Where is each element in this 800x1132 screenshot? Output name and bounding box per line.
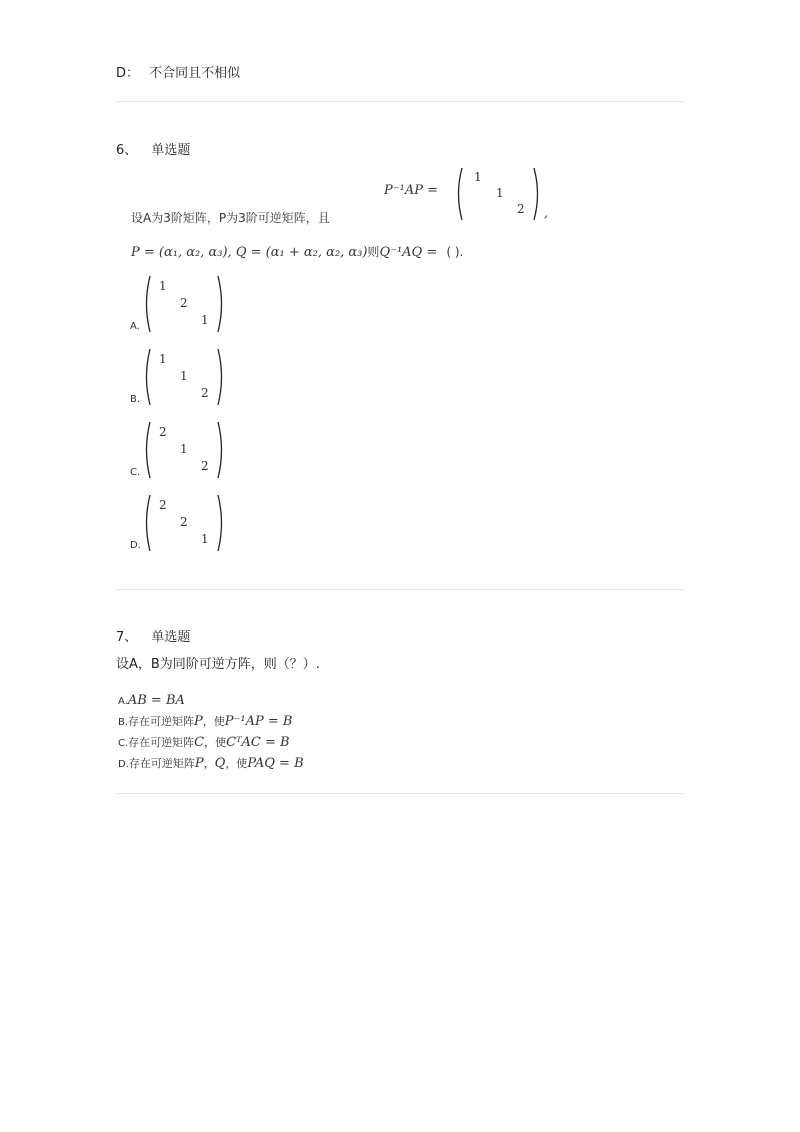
given-formula: P⁻¹AP =	[384, 183, 438, 198]
option-b[interactable]	[118, 711, 304, 732]
option-formula: AB = BA	[127, 693, 185, 708]
divider	[116, 793, 684, 794]
option-c[interactable]	[130, 421, 240, 481]
option-sep-2: ，使	[225, 757, 248, 770]
left-paren	[454, 167, 464, 221]
option-label: C.	[118, 738, 129, 749]
matrix-entry: 2	[159, 498, 167, 512]
option-text: 存在可逆矩阵	[128, 715, 195, 728]
matrix-entry: 1	[201, 313, 209, 327]
divider	[116, 101, 684, 102]
matrix-entry: 2	[517, 202, 525, 216]
option-var: P	[194, 756, 204, 771]
question-number: 6、	[116, 143, 138, 158]
left-paren	[142, 275, 152, 333]
option-label: D.	[130, 540, 141, 551]
matrix-entry: 2	[201, 386, 209, 400]
question-7-header	[116, 626, 190, 645]
matrix-entry: 1	[474, 170, 482, 184]
q7-options	[118, 690, 304, 774]
matrix-entry: 2	[180, 296, 188, 310]
option-var-2: Q	[214, 756, 226, 771]
prev-option-d[interactable]	[116, 62, 240, 81]
option-matrix	[142, 348, 226, 406]
option-formula: P⁻¹AP = B	[224, 714, 293, 729]
option-formula: CᵀAC = B	[226, 735, 290, 750]
option-a[interactable]	[130, 275, 240, 335]
option-label: B.	[130, 394, 141, 405]
given-comma: ,	[544, 206, 549, 221]
option-sep: ，使	[202, 715, 225, 728]
option-matrix	[142, 494, 226, 552]
option-label: D：	[116, 66, 140, 81]
left-paren	[142, 494, 152, 552]
question-number: 7、	[116, 630, 138, 645]
matrix-entry: 2	[180, 515, 188, 529]
answer-blank: ( ).	[446, 245, 464, 259]
question-6-header	[116, 139, 190, 158]
option-label: A.	[130, 321, 140, 332]
option-sep: ，	[203, 757, 215, 770]
option-sep: ，使	[204, 736, 227, 749]
divider	[116, 589, 684, 590]
matrix-entry: 2	[201, 459, 209, 473]
question-type: 单选题	[151, 630, 191, 645]
left-paren	[142, 348, 152, 406]
matrix-entry: 1	[201, 532, 209, 546]
option-text: 存在可逆矩阵	[128, 736, 195, 749]
option-c[interactable]	[118, 732, 304, 753]
pq-formula: P = (α₁, α₂, α₃), Q = (α₁ + α₂, α₂, α₃)	[131, 245, 368, 260]
right-paren	[532, 167, 542, 221]
matrix-entry: 1	[159, 279, 167, 293]
left-paren	[142, 421, 152, 479]
q6-line2	[131, 241, 463, 260]
option-matrix	[142, 421, 226, 479]
right-paren	[216, 275, 226, 333]
option-label: C.	[130, 467, 141, 478]
option-label: D.	[118, 759, 129, 770]
ze-text: 则	[367, 245, 380, 259]
option-var: C	[194, 735, 205, 750]
option-label: A.	[118, 696, 128, 707]
matrix-entry: 1	[180, 442, 188, 456]
target-formula: Q⁻¹AQ =	[379, 245, 438, 260]
option-d[interactable]	[130, 494, 240, 554]
question-type: 单选题	[151, 143, 191, 158]
matrix-entry: 1	[159, 352, 167, 366]
right-paren	[216, 348, 226, 406]
given-text: 设A为3阶矩阵，P为3阶可逆矩阵，且	[131, 211, 330, 225]
option-text: 不合同且不相似	[149, 66, 241, 81]
question-stem: 设A，B为同阶可逆方阵，则（？）.	[116, 657, 320, 672]
right-paren	[216, 494, 226, 552]
option-label: B.	[118, 717, 129, 728]
option-d[interactable]	[118, 753, 304, 774]
option-b[interactable]	[130, 348, 240, 408]
matrix-entry: 2	[159, 425, 167, 439]
option-text: 存在可逆矩阵	[128, 757, 195, 770]
option-matrix	[142, 275, 226, 333]
option-var: P	[194, 714, 203, 729]
matrix-entry: 1	[496, 186, 504, 200]
option-formula: PAQ = B	[247, 756, 304, 771]
matrix-entry: 1	[180, 369, 188, 383]
right-paren	[216, 421, 226, 479]
option-a[interactable]	[118, 690, 304, 711]
given-matrix	[454, 167, 542, 221]
